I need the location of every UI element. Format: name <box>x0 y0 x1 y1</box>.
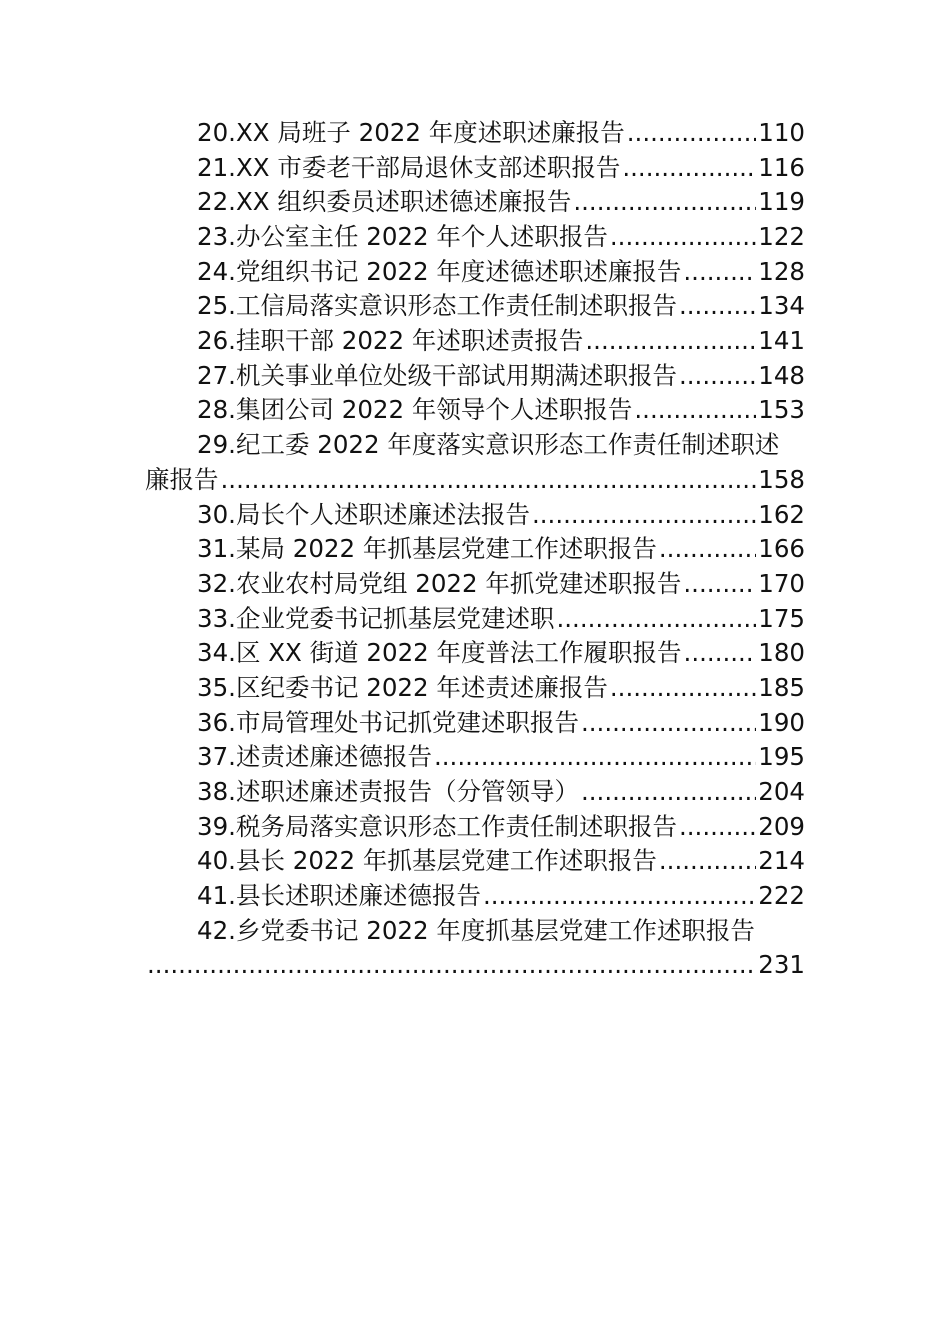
toc-entry-24[interactable] <box>145 255 805 290</box>
toc-entry-title: 39.税务局落实意识形态工作责任制述职报告 <box>197 811 677 841</box>
dot-leader <box>556 602 756 637</box>
toc-entry-page: 119 <box>758 187 805 217</box>
toc-entry-title-line1: 29.纪工委 2022 年度落实意识形态工作责任制述职述 <box>197 430 780 460</box>
toc-entry-title: 31.某局 2022 年抓基层党建工作述职报告 <box>197 534 657 564</box>
toc-entry-40[interactable] <box>145 844 805 879</box>
dot-leader <box>679 810 756 845</box>
toc-entry-title: 27.机关事业单位处级干部试用期满述职报告 <box>197 360 677 390</box>
dot-leader <box>532 498 756 533</box>
dot-leader <box>679 359 756 394</box>
toc-entry-22[interactable] <box>145 185 805 220</box>
toc-entry-title: 25.工信局落实意识形态工作责任制述职报告 <box>197 291 677 321</box>
toc-entry-title: 30.局长个人述职述廉述法报告 <box>197 499 530 529</box>
toc-entry-title: 34.区 XX 街道 2022 年度普法工作履职报告 <box>197 638 682 668</box>
toc-entry-33[interactable] <box>145 602 805 637</box>
dot-leader <box>659 844 756 879</box>
dot-leader <box>581 775 756 810</box>
toc-entry-title-line1: 42.乡党委书记 2022 年度抓基层党建工作述职报告 <box>197 915 755 945</box>
dot-leader <box>221 463 757 498</box>
toc-entry-29[interactable] <box>145 428 805 497</box>
toc-entry-page: 158 <box>758 464 805 494</box>
toc-entry-37[interactable] <box>145 740 805 775</box>
toc-entry-title: 20.XX 局班子 2022 年度述职述廉报告 <box>197 117 625 147</box>
dot-leader <box>610 220 756 255</box>
toc-entry-42[interactable] <box>145 914 805 983</box>
toc-entry-page: 110 <box>758 117 805 147</box>
toc-entry-title: 35.区纪委书记 2022 年述责述廉报告 <box>197 672 608 702</box>
toc-entry-28[interactable] <box>145 394 805 429</box>
dot-leader <box>573 185 756 220</box>
toc-entry-35[interactable] <box>145 671 805 706</box>
toc-entry-page: 153 <box>758 395 805 425</box>
toc-entry-26[interactable] <box>145 324 805 359</box>
toc-entry-page: 204 <box>758 777 805 807</box>
toc-entry-page: 162 <box>758 499 805 529</box>
toc-entry-34[interactable] <box>145 636 805 671</box>
toc-entry-title: 37.述责述廉述德报告 <box>197 742 432 772</box>
toc-entry-page: 122 <box>758 222 805 252</box>
toc-entry-title: 24.党组织书记 2022 年度述德述职述廉报告 <box>197 256 682 286</box>
toc-entry-page: 134 <box>758 291 805 321</box>
toc-entry-title: 38.述职述廉述责报告（分管领导） <box>197 777 579 807</box>
toc-entry-36[interactable] <box>145 706 805 741</box>
toc-entry-25[interactable] <box>145 289 805 324</box>
toc-entry-title: 22.XX 组织委员述职述德述廉报告 <box>197 187 572 217</box>
toc-entry-23[interactable] <box>145 220 805 255</box>
toc-entry-page: 148 <box>758 360 805 390</box>
dot-leader <box>659 532 756 567</box>
dot-leader <box>627 116 756 151</box>
toc-entry-title: 32.农业农村局党组 2022 年抓党建述职报告 <box>197 568 682 598</box>
toc-entry-title: 26.挂职干部 2022 年述职述责报告 <box>197 326 584 356</box>
toc-entry-title: 23.办公室主任 2022 年个人述职报告 <box>197 222 608 252</box>
toc-entry-title-line2: 廉报告 <box>145 464 219 494</box>
dot-leader <box>581 706 756 741</box>
table-of-contents <box>145 116 805 983</box>
toc-entry-page: 175 <box>758 603 805 633</box>
toc-entry-page: 128 <box>758 256 805 286</box>
toc-entry-41[interactable] <box>145 879 805 914</box>
dot-leader <box>622 151 756 186</box>
toc-entry-31[interactable] <box>145 532 805 567</box>
toc-entry-38[interactable] <box>145 775 805 810</box>
toc-entry-page: 209 <box>758 811 805 841</box>
dot-leader <box>683 567 756 602</box>
toc-entry-title: 21.XX 市委老干部局退休支部述职报告 <box>197 152 621 182</box>
dot-leader <box>679 289 756 324</box>
dot-leader <box>683 255 756 290</box>
toc-entry-title: 36.市局管理处书记抓党建述职报告 <box>197 707 579 737</box>
dot-leader <box>634 393 756 428</box>
toc-entry-title: 33.企业党委书记抓基层党建述职 <box>197 603 555 633</box>
toc-entry-title: 40.县长 2022 年抓基层党建工作述职报告 <box>197 846 657 876</box>
toc-entry-39[interactable] <box>145 810 805 845</box>
dot-leader <box>147 948 756 983</box>
toc-entry-page: 185 <box>758 672 805 702</box>
toc-entry-page: 195 <box>758 742 805 772</box>
toc-entry-page: 214 <box>758 846 805 876</box>
toc-entry-title: 28.集团公司 2022 年领导个人述职报告 <box>197 395 633 425</box>
toc-entry-page: 166 <box>758 534 805 564</box>
toc-entry-page: 141 <box>758 326 805 356</box>
toc-entry-page: 170 <box>758 568 805 598</box>
toc-entry-page: 231 <box>758 950 805 980</box>
dot-leader <box>483 879 756 914</box>
toc-entry-page: 116 <box>758 152 805 182</box>
toc-entry-27[interactable] <box>145 359 805 394</box>
toc-entry-20[interactable] <box>145 116 805 151</box>
toc-entry-title: 41.县长述职述廉述德报告 <box>197 881 481 911</box>
dot-leader <box>434 740 756 775</box>
dot-leader <box>684 636 757 671</box>
toc-entry-32[interactable] <box>145 567 805 602</box>
toc-entry-page: 180 <box>758 638 805 668</box>
dot-leader <box>585 324 756 359</box>
toc-entry-30[interactable] <box>145 498 805 533</box>
toc-entry-page: 222 <box>758 881 805 911</box>
toc-entry-page: 190 <box>758 707 805 737</box>
dot-leader <box>610 671 756 706</box>
toc-entry-21[interactable] <box>145 151 805 186</box>
